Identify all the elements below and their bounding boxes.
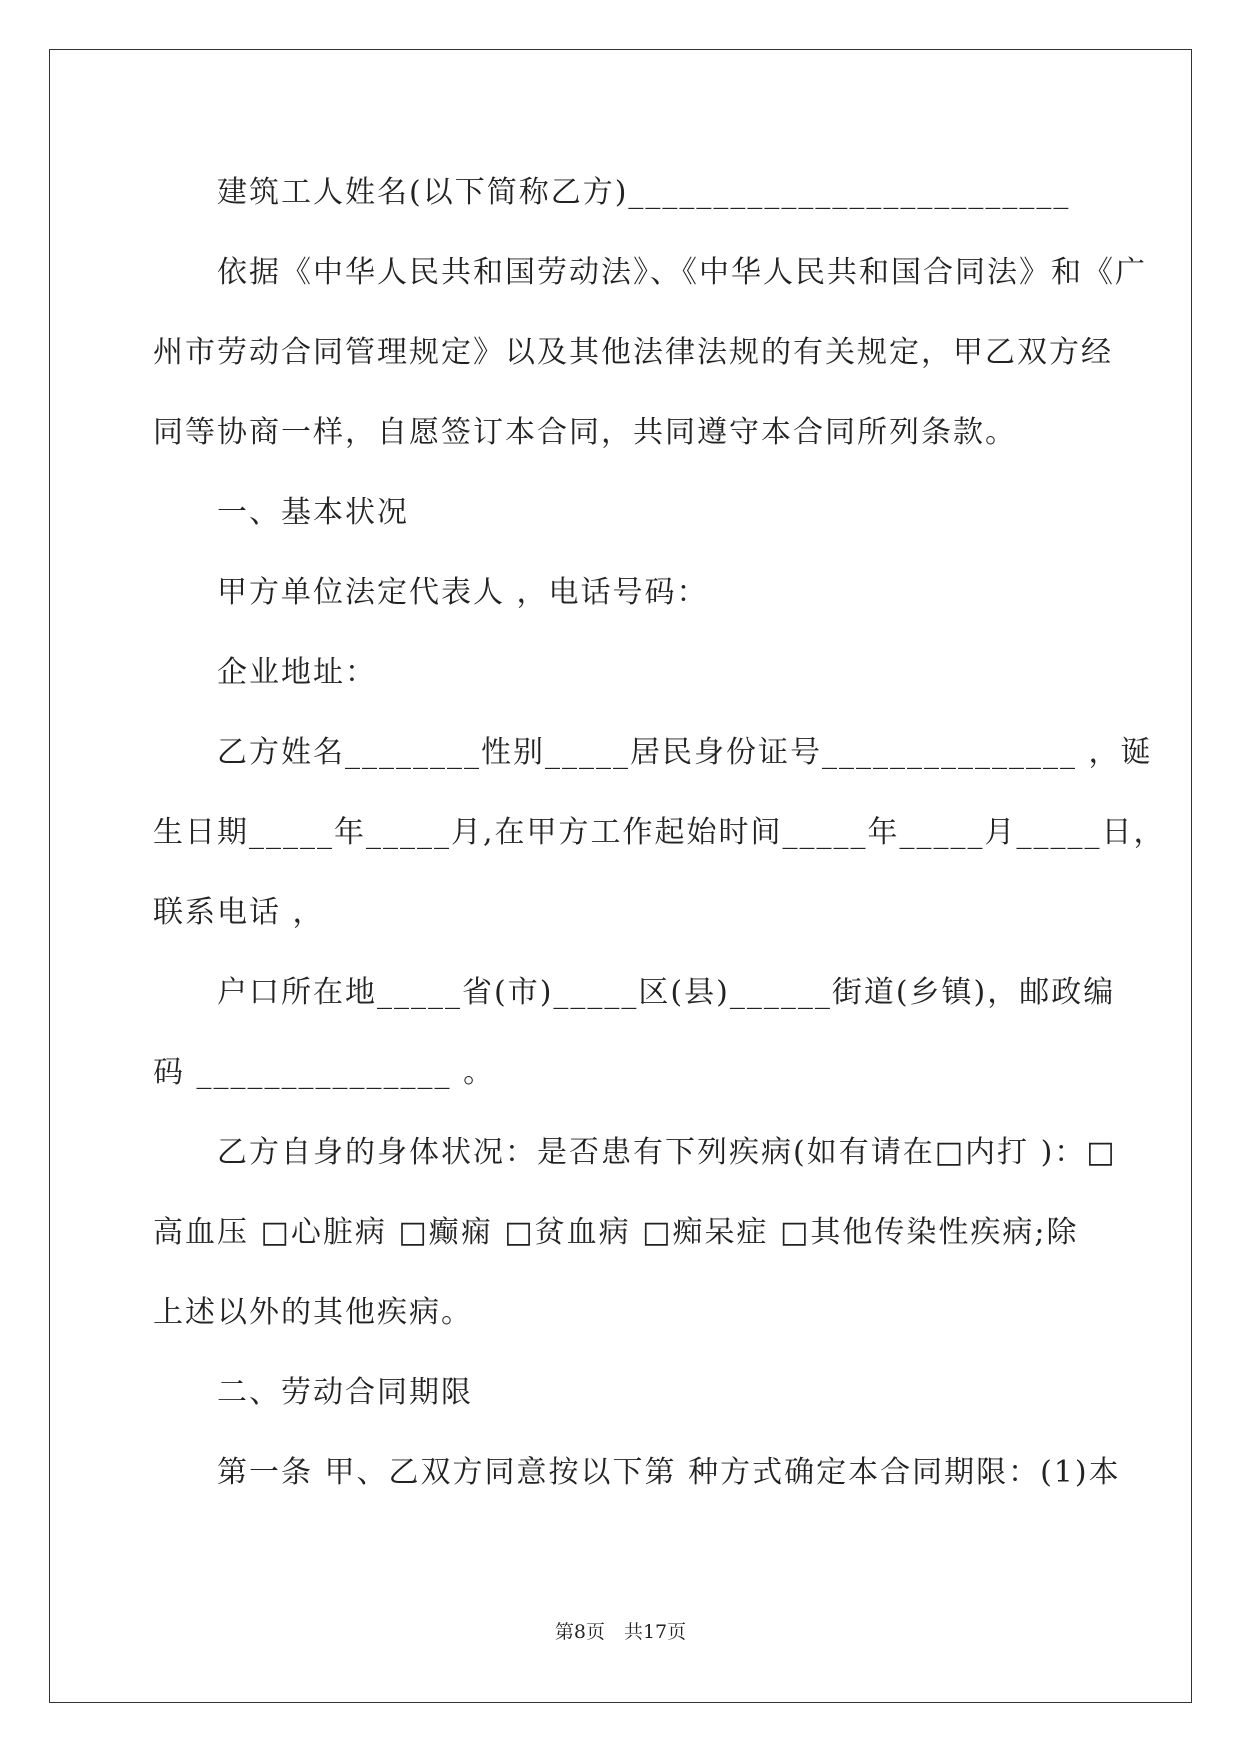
- contract-line: 联系电话 ，: [153, 895, 325, 930]
- contract-line: 州市劳动合同管理规定》以及其他法律法规的有关规定，甲乙双方经: [153, 335, 1113, 370]
- contract-line: 生日期_____年_____月,在甲方工作起始时间_____年_____月_____日，: [153, 815, 1166, 850]
- contract-line: 依据《中华人民共和国劳动法》、《中华人民共和国合同法》和《广: [153, 255, 1147, 290]
- contract-line: 企业地址：: [153, 655, 377, 690]
- section-heading: 一、基本状况: [153, 495, 409, 530]
- contract-line: 第一条 甲、乙双方同意按以下第 种方式确定本合同期限：(1)本: [153, 1455, 1121, 1490]
- contract-line: 户口所在地_____省(市)_____区(县)______街道(乡镇)，邮政编: [153, 975, 1116, 1010]
- page-footer: 第8页 共17页: [554, 1621, 687, 1643]
- contract-line: 建筑工人姓名(以下简称乙方)__________________________: [153, 175, 1071, 210]
- contract-line: 甲方单位法定代表人 ，电话号码：: [153, 575, 709, 610]
- contract-line: 码 _______________ 。: [153, 1055, 496, 1090]
- contract-line: 高血压 □心脏病 □癫痫 □贫血病 □痴呆症 □其他传染性疾病;除: [153, 1215, 1079, 1250]
- contract-line: 上述以外的其他疾病。: [153, 1295, 473, 1330]
- contract-line: 乙方姓名________性别_____居民身份证号_______________ ，诞: [153, 735, 1153, 770]
- section-heading: 二、劳动合同期限: [153, 1375, 473, 1410]
- contract-line: 乙方自身的身体状况：是否患有下列疾病(如有请在□内打 )：□: [153, 1135, 1117, 1170]
- contract-line: 同等协商一样，自愿签订本合同，共同遵守本合同所列条款。: [153, 415, 1017, 450]
